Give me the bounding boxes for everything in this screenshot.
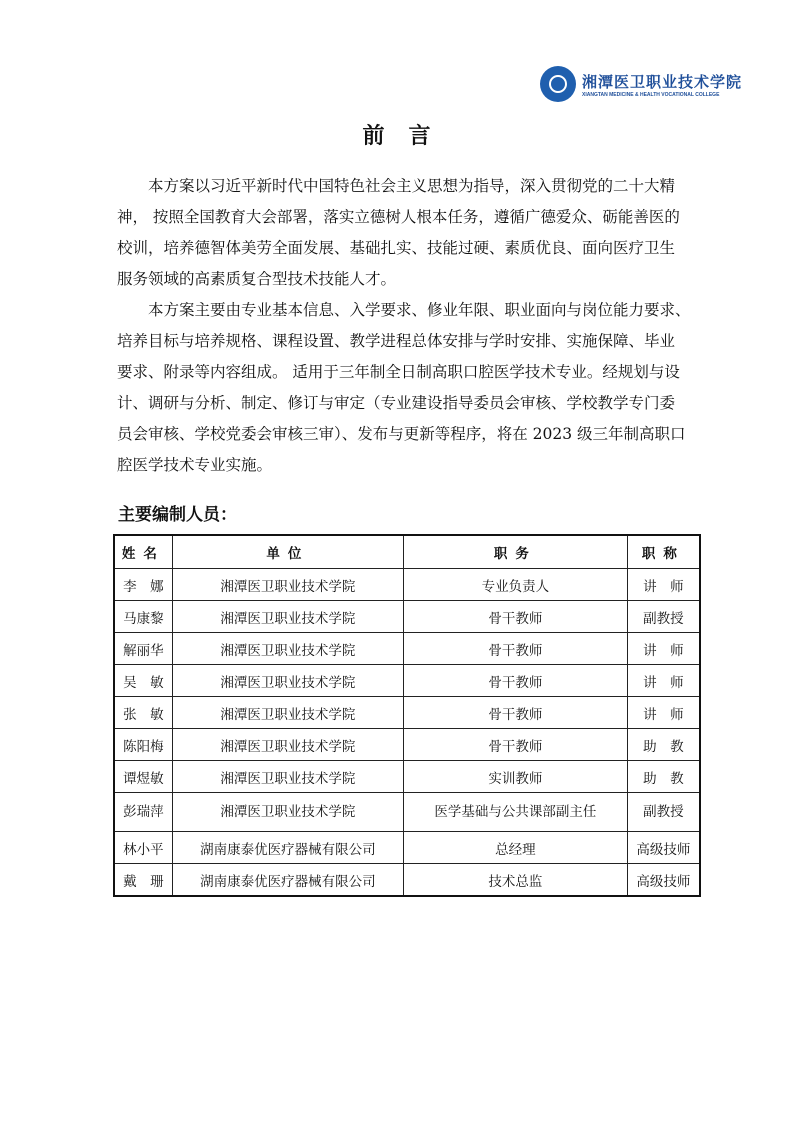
cell-unit: 湘潭医卫职业技术学院 <box>172 729 403 761</box>
table-row <box>114 601 700 633</box>
cell-unit: 湘潭医卫职业技术学院 <box>172 761 403 793</box>
table-row <box>114 697 700 729</box>
staff-heading: 主要编制人员： <box>118 505 237 525</box>
header-title: 职称 <box>627 535 700 569</box>
cell-unit: 湘潭医卫职业技术学院 <box>172 665 403 697</box>
cell-position: 医学基础与公共课部副主任 <box>403 793 627 832</box>
cell-name: 解丽华 <box>114 633 172 665</box>
header-unit: 单位 <box>172 535 403 569</box>
header-name: 姓名 <box>114 535 172 569</box>
table-row <box>114 793 700 832</box>
cell-unit: 湘潭医卫职业技术学院 <box>172 601 403 633</box>
cell-position: 骨干教师 <box>403 697 627 729</box>
paragraph-2 <box>117 295 697 481</box>
text-line: 校训，培养德智体美劳全面发展、基础扎实、技能过硬、素质优良、面向医疗卫生 <box>117 239 676 257</box>
cell-position: 骨干教师 <box>403 601 627 633</box>
table-row <box>114 633 700 665</box>
table-row <box>114 832 700 864</box>
table-row <box>114 864 700 897</box>
college-emblem-icon <box>540 66 576 102</box>
cell-title: 讲 师 <box>627 633 700 665</box>
table-row <box>114 665 700 697</box>
logo-english-name: XIANGTAN MEDICINE & HEALTH VOCATIONAL COLLEGE <box>582 91 720 98</box>
cell-position: 技术总监 <box>403 864 627 897</box>
cell-unit: 湘潭医卫职业技术学院 <box>172 697 403 729</box>
cell-title: 讲 师 <box>627 569 700 601</box>
text-line: 服务领域的高素质复合型技术技能人才。 <box>117 270 397 288</box>
cell-title: 副教授 <box>627 793 700 832</box>
cell-name: 彭瑞萍 <box>114 793 172 832</box>
cell-unit: 湖南康泰优医疗器械有限公司 <box>172 864 403 897</box>
cell-position: 总经理 <box>403 832 627 864</box>
table-row <box>114 569 700 601</box>
cell-name: 戴 珊 <box>114 864 172 897</box>
cell-title: 副教授 <box>627 601 700 633</box>
cell-title: 讲 师 <box>627 665 700 697</box>
staff-table <box>113 534 701 897</box>
table-header-row <box>114 535 700 569</box>
cell-name: 张 敏 <box>114 697 172 729</box>
cell-unit: 湘潭医卫职业技术学院 <box>172 569 403 601</box>
cell-unit: 湘潭医卫职业技术学院 <box>172 633 403 665</box>
cell-position: 骨干教师 <box>403 633 627 665</box>
cell-title: 讲 师 <box>627 697 700 729</box>
table-row <box>114 761 700 793</box>
text-line: 腔医学技术专业实施。 <box>117 456 273 474</box>
cell-position: 专业负责人 <box>403 569 627 601</box>
header-position: 职务 <box>403 535 627 569</box>
cell-title: 高级技师 <box>627 864 700 897</box>
cell-name: 林小平 <box>114 832 172 864</box>
cell-position: 骨干教师 <box>403 729 627 761</box>
page-title: 前言 <box>362 124 455 149</box>
table-row <box>114 729 700 761</box>
cell-name: 吴 敏 <box>114 665 172 697</box>
cell-position: 实训教师 <box>403 761 627 793</box>
text-line: 计、调研与分析、制定、修订与审定（专业建设指导委员会审核、学校教学专门委 <box>117 394 676 412</box>
cell-position: 骨干教师 <box>403 665 627 697</box>
text-line: 员会审核、学校党委会审核三审）、发布与更新等程序，将在 2023 级三年制高职口 <box>117 425 686 443</box>
cell-name: 马康黎 <box>114 601 172 633</box>
text-line: 要求、附录等内容组成。 适用于三年制全日制高职口腔医学技术专业。经规划与设 <box>117 363 680 381</box>
paragraph-1 <box>117 171 697 295</box>
college-logo <box>540 66 742 102</box>
cell-name: 陈阳梅 <box>114 729 172 761</box>
logo-chinese-name: 湘潭医卫职业技术学院 <box>582 72 743 91</box>
text-line: 本方案以习近平新时代中国特色社会主义思想为指导，深入贯彻党的二十大精 <box>148 177 676 195</box>
cell-name: 谭煜敏 <box>114 761 172 793</box>
text-line: 培养目标与培养规格、课程设置、教学进程总体安排与学时安排、实施保障、毕业 <box>117 332 676 350</box>
cell-unit: 湘潭医卫职业技术学院 <box>172 793 403 832</box>
text-line: 本方案主要由专业基本信息、入学要求、修业年限、职业面向与岗位能力要求、 <box>148 301 691 319</box>
text-line: 神， 按照全国教育大会部署，落实立德树人根本任务，遵循广德爱众、砺能善医的 <box>117 208 680 226</box>
cell-title: 助 教 <box>627 729 700 761</box>
cell-name: 李 娜 <box>114 569 172 601</box>
cell-title: 助 教 <box>627 761 700 793</box>
cell-title: 高级技师 <box>627 832 700 864</box>
cell-unit: 湖南康泰优医疗器械有限公司 <box>172 832 403 864</box>
